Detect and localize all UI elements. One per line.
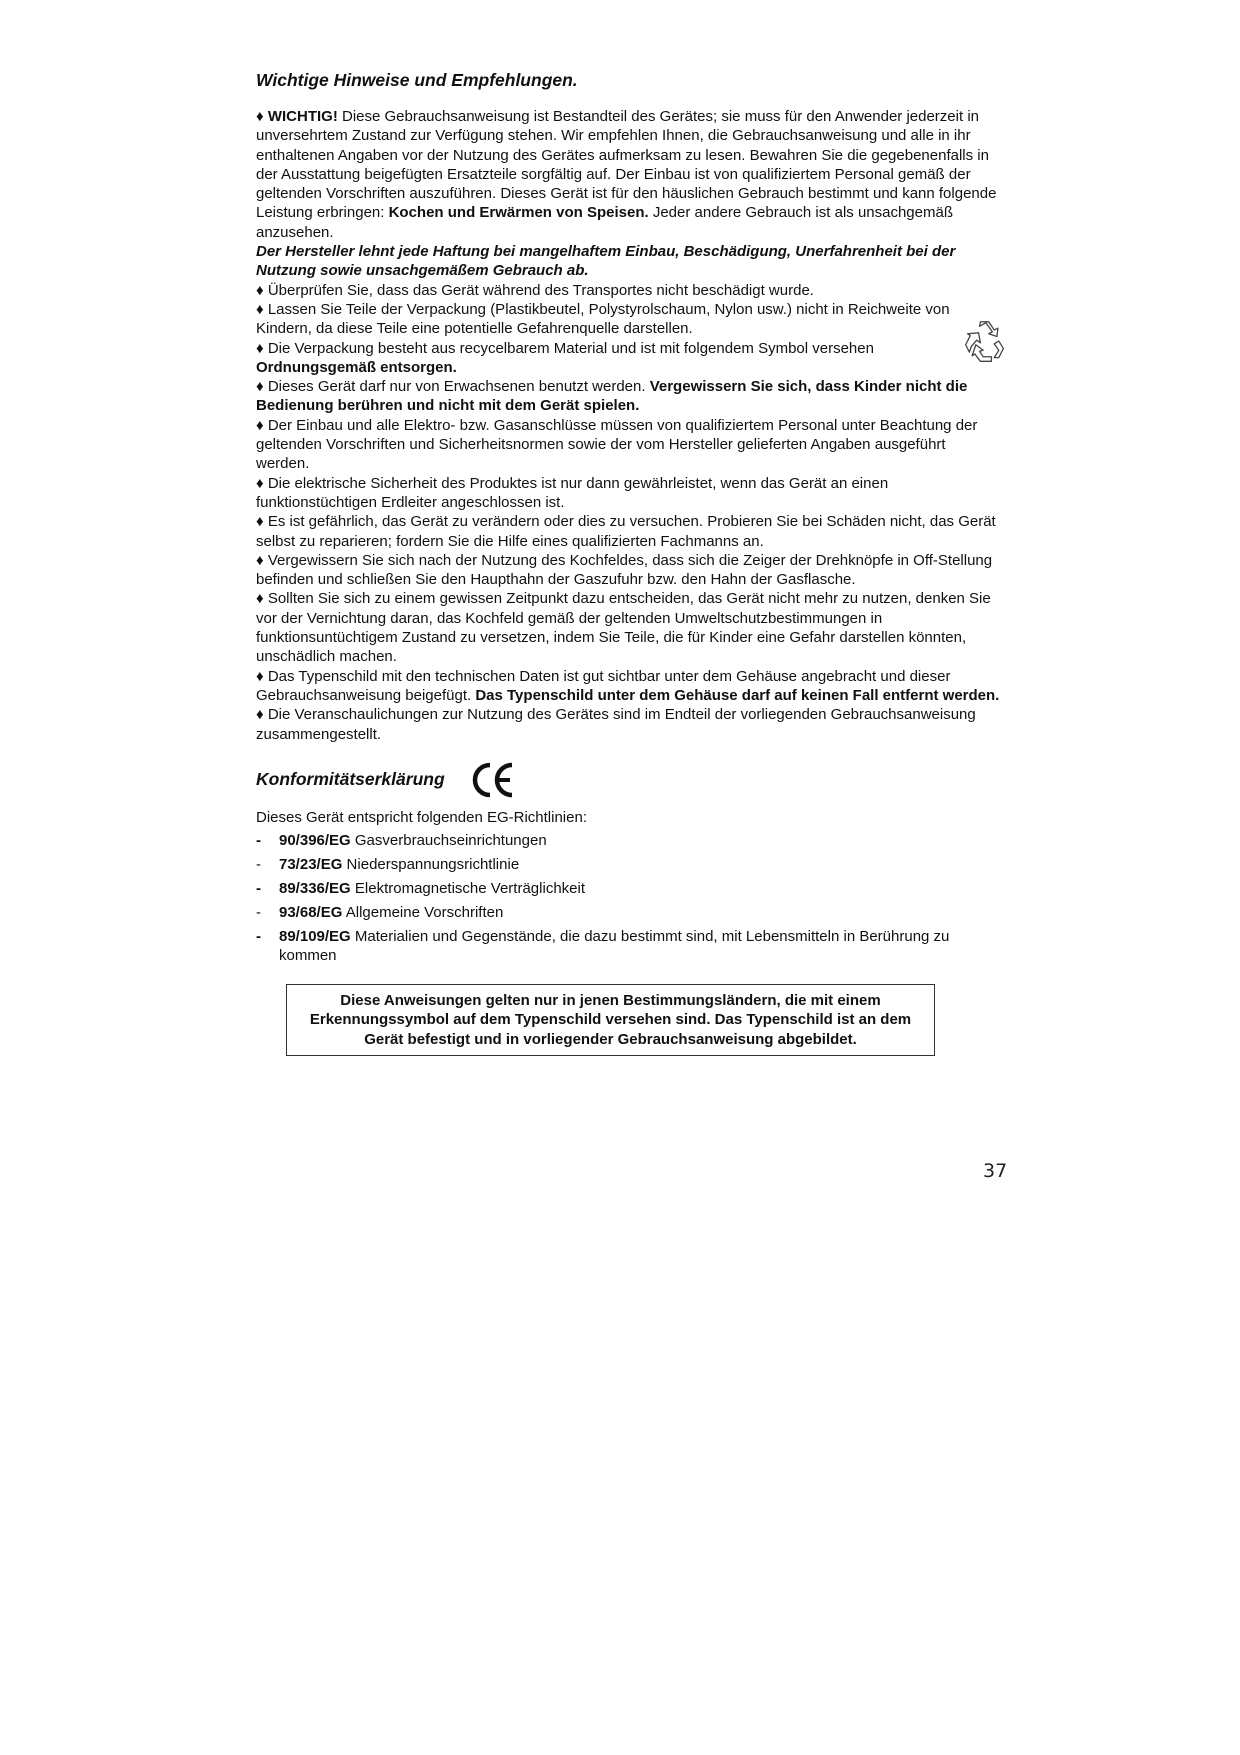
entsorgen-bold: Ordnungsgemäß entsorgen. [256,358,457,376]
wichtig-label: WICHTIG! [267,108,338,125]
paragraph-recycle: ♦ Die Verpackung besteht aus recycelbarem Material und ist mit folgendem Symbol versehen [256,339,874,357]
directive-item [256,855,1001,874]
list-dash: - [256,831,261,849]
notice-box: Diese Anweisungen gelten nur in jenen Bestimmungsländern, die mit einem Erkennungssymbol auf dem Typenschild versehen sind. Das Typenschild ist an dem Gerät befestigt und in vorliegender Gebrauchsanweisung abgebildet. [286,984,935,1057]
heading-hinweise: Wichtige Hinweise und Empfehlungen. [256,70,578,90]
paragraph-einbau: ♦ Der Einbau und alle Elektro- bzw. Gasanschlüsse müssen von qualifiziertem Personal unter Beachtung der geltenden Vorschriften und Sicherheitsnormen sowie der vom Hersteller gelieferten Angaben ausgeführt werden. [256,416,978,473]
list-dash: - [256,855,261,873]
directive-code: 90/396/EG [279,831,351,849]
paragraph-sicherheit: ♦ Die elektrische Sicherheit des Produktes ist nur dann gewährleistet, wenn das Gerät an einen funktionstüchtigen Erdleiter angeschlossen ist. [256,474,889,511]
list-dash: - [256,879,261,897]
directive-text: Niederspannungsrichtlinie [342,855,520,873]
directive-text: Allgemeine Vorschriften [342,904,504,922]
kinder-bold: Vergewissern Sie sich, dass Kinder nicht die Bedienung berühren und nicht mit dem Gerät spielen. [256,378,968,415]
konformitaet-intro: Dieses Gerät entspricht folgenden EG-Richtlinien: [256,808,587,826]
typenschild-text: ♦ Das Typenschild mit den technischen Daten ist gut sichtbar unter dem Gehäuse angebracht und dieser Gebrauchsanweisung beigefügt. [256,667,951,704]
bullet: ♦ [256,108,268,125]
document-page [256,70,1001,1056]
paragraph-typenschild [256,667,1001,706]
paragraph-kinder [256,377,1001,416]
page-number: 37 [983,1160,1008,1182]
hinweise-body [256,107,1001,744]
directive-item [256,831,1001,850]
recycle-paragraph-wrap [256,339,1001,358]
directive-item [256,903,1001,922]
leistung-bold: Kochen und Erwärmen von Speisen. [388,204,649,222]
haftung-paragraph: Der Hersteller lehnt jede Haftung bei mangelhaftem Einbau, Beschädigung, Unerfahrenheit bei der Nutzung sowie unsachgemäßem Gebrauch ab. [256,243,956,280]
paragraph-drehknoepfe: ♦ Vergewissern Sie sich nach der Nutzung des Kochfeldes, dass sich die Zeiger der Drehknöpfe in Off-Stellung befinden und schließen Sie den Haupthahn der Gaszufuhr bzw. den Hahn der Gasflasche. [256,551,993,589]
heading-konformitaet: Konformitätserklärung [256,769,445,790]
paragraph-veranschaulichung: ♦ Die Veranschaulichungen zur Nutzung des Gerätes sind im Endteil der vorliegenden Gebrauchsanweisung zusammengestellt. [256,706,976,743]
kinder-text: ♦ Dieses Gerät darf nur von Erwachsenen benutzt werden. [256,378,650,396]
directive-item [256,879,1001,898]
directive-code: 89/336/EG [279,879,351,897]
paragraph-verpackung: ♦ Lassen Sie Teile der Verpackung (Plastikbeutel, Polystyrolschaum, Nylon usw.) nicht in Reichweite von Kindern, da diese Teile eine potentielle Gefahrenquelle darstellen. [256,300,950,338]
typenschild-bold: Das Typenschild unter dem Gehäuse darf auf keinen Fall entfernt werden. [475,686,1000,704]
recycle-icon [962,319,1008,365]
paragraph-gefahr: ♦ Es ist gefährlich, das Gerät zu verändern oder dies zu versuchen. Probieren Sie bei Schäden nicht, das Gerät selbst zu reparieren; fordern Sie die Hilfe eines qualifizierten Fachmanns an. [256,513,996,550]
directive-code: 89/109/EG [279,928,351,946]
list-dash: - [256,928,261,946]
directive-list [256,831,1001,966]
konformitaet-header [256,758,1001,802]
directive-text: Elektromagnetische Verträglichkeit [350,879,585,897]
directive-text: Materialien und Gegenstände, die dazu bestimmt sind, mit Lebensmitteln in Berührung zu kommen [279,928,950,965]
wichtig-text: Diese Gebrauchsanweisung ist Bestandteil des Gerätes; sie muss für den Anwender jederzeit in unversehrtem Zustand zur Verfügung stehen. Wir empfehlen Ihnen, die Gebrauchsanweisung und alle in ihr enthaltenen Angaben vor der Nutzung des Gerätes aufmerksam zu lesen. Bewahren Sie die gegebenenfalls in der Ausstattung beigefügten Ersatzteile sorgfältig auf. Der Einbau ist von qualifiziertem Personal gemäß der geltenden Vorschriften auszuführen. Dieses Gerät ist für den häuslichen Gebrauch bestimmt und kann folgende Leistung erbringen: [256,108,997,222]
directive-code: 93/68/EG [279,904,343,922]
paragraph-transport: ♦ Überprüfen Sie, dass das Gerät während des Transportes nicht beschädigt wurde. [256,281,814,299]
directive-code: 73/23/EG [279,855,343,873]
paragraph-vernichtung: ♦ Sollten Sie sich zu einem gewissen Zeitpunkt dazu entscheiden, das Gerät nicht mehr zu nutzen, denken Sie vor der Vernichtung daran, das Kochfeld gemäß der geltenden Umweltschutzbestimmungen in funktionsuntüchtigem Zustand zu versetzen, indem Sie Teile, die für Kinder eine Gefahr darstellen könnten, unschädlich machen. [256,590,991,666]
ce-mark-icon [471,760,515,800]
directive-item [256,927,1001,966]
wichtig-text-end: Jeder andere Gebrauch ist als unsachgemäß anzusehen. [256,204,953,241]
list-dash: - [256,904,261,922]
directive-text: Gasverbrauchseinrichtungen [350,831,547,849]
paragraph-wichtig [256,107,1001,242]
